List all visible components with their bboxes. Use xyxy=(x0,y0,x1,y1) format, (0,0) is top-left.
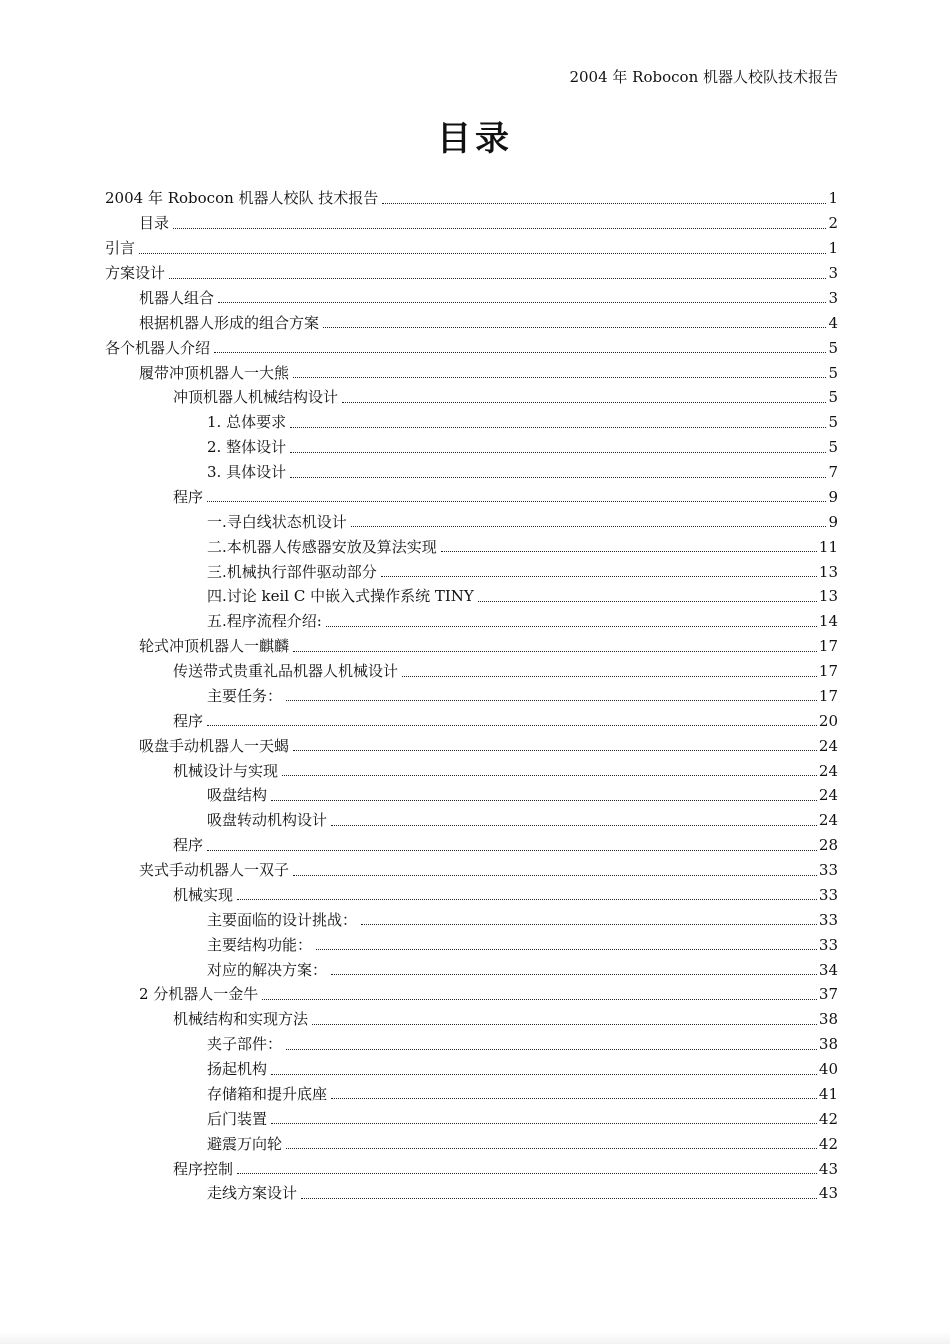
toc-dot-leader xyxy=(271,800,817,801)
toc-dot-leader xyxy=(139,253,826,254)
toc-entry[interactable] xyxy=(105,286,838,311)
toc-dot-leader xyxy=(293,377,826,378)
toc-dot-leader xyxy=(207,501,826,502)
toc-dot-leader xyxy=(326,626,817,627)
toc-entry-page-number: 5 xyxy=(828,388,838,407)
toc-entry[interactable] xyxy=(105,485,838,510)
toc-dot-leader xyxy=(207,850,817,851)
toc-dot-leader xyxy=(218,302,826,303)
toc-entry-page-number: 5 xyxy=(828,363,838,382)
toc-entry-title: 程序 xyxy=(173,487,204,506)
toc-entry[interactable] xyxy=(105,1131,838,1156)
toc-entry[interactable] xyxy=(105,1032,838,1057)
toc-entry[interactable] xyxy=(105,584,838,609)
toc-entry-title: 对应的解决方案： xyxy=(207,960,328,979)
toc-entry-title: 夹式手动机器人一双子 xyxy=(139,861,290,880)
toc-entry[interactable] xyxy=(105,186,838,211)
toc-entry-title: 机械实现 xyxy=(173,885,234,904)
toc-entry-page-number: 24 xyxy=(818,736,838,755)
toc-entry-page-number: 13 xyxy=(818,562,838,581)
toc-entry-title: 程序 xyxy=(173,836,204,855)
toc-dot-leader xyxy=(286,1148,817,1149)
toc-dot-leader xyxy=(342,402,826,403)
toc-dot-leader xyxy=(271,1123,817,1124)
toc-entry-title: 引言 xyxy=(105,239,136,258)
toc-dot-leader xyxy=(323,327,826,328)
toc-entry-title: 后门装置 xyxy=(207,1109,268,1128)
toc-entry-page-number: 5 xyxy=(828,413,838,432)
toc-entry-page-number: 42 xyxy=(818,1109,838,1128)
toc-dot-leader xyxy=(207,725,817,726)
toc-entry-title: 存储箱和提升底座 xyxy=(207,1084,328,1103)
toc-entry[interactable] xyxy=(105,1007,838,1032)
toc-entry-title: 方案设计 xyxy=(105,264,166,283)
toc-entry-page-number: 40 xyxy=(818,1060,838,1079)
toc-entry-page-number: 24 xyxy=(818,811,838,830)
toc-entry-title: 避震万向轮 xyxy=(207,1134,283,1153)
toc-entry-page-number: 1 xyxy=(828,189,838,208)
toc-dot-leader xyxy=(293,875,817,876)
toc-entry-page-number: 11 xyxy=(818,537,838,556)
toc-entry-title: 吸盘转动机构设计 xyxy=(207,811,328,830)
toc-dot-leader xyxy=(351,526,827,527)
toc-entry[interactable] xyxy=(105,1106,838,1131)
toc-entry-title: 传送带式贵重礼品机器人机械设计 xyxy=(173,662,399,681)
page-bottom-edge xyxy=(0,1332,950,1344)
toc-dot-leader xyxy=(262,999,817,1000)
toc-dot-leader xyxy=(312,1024,817,1025)
toc-entry[interactable] xyxy=(105,957,838,982)
toc-entry-title: 主要结构功能： xyxy=(207,935,313,954)
toc-entry-page-number: 13 xyxy=(818,587,838,606)
toc-entry-page-number: 3 xyxy=(828,264,838,283)
toc-dot-leader xyxy=(331,825,817,826)
toc-entry-page-number: 41 xyxy=(818,1084,838,1103)
toc-entry-title: 2004 年 Robocon 机器人校队 技术报告 xyxy=(105,189,379,208)
toc-entry[interactable] xyxy=(105,410,838,435)
toc-entry[interactable] xyxy=(105,534,838,559)
toc-entry[interactable] xyxy=(105,783,838,808)
toc-entry-title: 程序 xyxy=(173,711,204,730)
toc-dot-leader xyxy=(214,352,826,353)
toc-entry-title: 夹子部件： xyxy=(207,1035,283,1054)
toc-entry-title: 主要面临的设计挑战： xyxy=(207,910,358,929)
toc-entry-title: 主要任务： xyxy=(207,686,283,705)
toc-entry-page-number: 17 xyxy=(818,637,838,656)
toc-entry[interactable] xyxy=(105,1156,838,1181)
toc-entry-page-number: 43 xyxy=(818,1184,838,1203)
toc-entry[interactable] xyxy=(105,883,838,908)
table-of-contents xyxy=(105,186,838,1206)
toc-entry-page-number: 33 xyxy=(818,910,838,929)
toc-dot-leader xyxy=(381,576,817,577)
toc-dot-leader xyxy=(478,601,817,602)
toc-dot-leader xyxy=(382,203,826,204)
toc-entry-page-number: 5 xyxy=(828,338,838,357)
toc-entry-page-number: 9 xyxy=(828,487,838,506)
toc-entry[interactable] xyxy=(105,758,838,783)
toc-entry[interactable] xyxy=(105,609,838,634)
toc-entry[interactable] xyxy=(105,733,838,758)
toc-entry-title: 三.机械执行部件驱动部分 xyxy=(207,562,377,581)
toc-entry[interactable] xyxy=(105,833,838,858)
toc-entry[interactable] xyxy=(105,236,838,261)
toc-entry-title: 1. 总体要求 xyxy=(207,413,287,432)
toc-entry[interactable] xyxy=(105,634,838,659)
toc-entry-page-number: 14 xyxy=(818,612,838,631)
toc-entry-page-number: 38 xyxy=(818,1010,838,1029)
toc-dot-leader xyxy=(237,899,817,900)
toc-entry[interactable] xyxy=(105,509,838,534)
toc-entry-page-number: 43 xyxy=(818,1159,838,1178)
toc-dot-leader xyxy=(331,974,817,975)
toc-entry-title: 吸盘手动机器人一天蝎 xyxy=(139,736,290,755)
toc-dot-leader xyxy=(286,700,817,701)
toc-entry[interactable] xyxy=(105,684,838,709)
toc-entry-page-number: 3 xyxy=(828,288,838,307)
toc-entry-title: 扬起机构 xyxy=(207,1060,268,1079)
toc-entry[interactable] xyxy=(105,460,838,485)
toc-entry-title: 机器人组合 xyxy=(139,288,215,307)
toc-entry-title: 程序控制 xyxy=(173,1159,234,1178)
toc-entry-page-number: 7 xyxy=(828,463,838,482)
toc-entry[interactable] xyxy=(105,360,838,385)
toc-entry-title: 根据机器人形成的组合方案 xyxy=(139,313,320,332)
toc-entry-title: 四.讨论 keil C 中嵌入式操作系统 TINY xyxy=(207,587,474,606)
toc-entry-page-number: 17 xyxy=(818,686,838,705)
toc-entry[interactable] xyxy=(105,559,838,584)
toc-entry-title: 2. 整体设计 xyxy=(207,438,287,457)
toc-dot-leader xyxy=(290,427,826,428)
toc-entry-title: 冲顶机器人机械结构设计 xyxy=(173,388,339,407)
toc-entry-title: 吸盘结构 xyxy=(207,786,268,805)
toc-entry-page-number: 38 xyxy=(818,1035,838,1054)
toc-entry-page-number: 2 xyxy=(828,214,838,233)
toc-entry-title: 轮式冲顶机器人一麒麟 xyxy=(139,637,290,656)
toc-entry-page-number: 37 xyxy=(818,985,838,1004)
toc-dot-leader xyxy=(169,278,826,279)
toc-entry-page-number: 20 xyxy=(818,711,838,730)
toc-dot-leader xyxy=(361,924,817,925)
toc-dot-leader xyxy=(441,551,817,552)
toc-entry-title: 五.程序流程介绍: xyxy=(207,612,322,631)
toc-dot-leader xyxy=(282,775,817,776)
toc-entry-page-number: 33 xyxy=(818,885,838,904)
toc-entry-page-number: 24 xyxy=(818,761,838,780)
toc-entry-page-number: 28 xyxy=(818,836,838,855)
toc-entry[interactable] xyxy=(105,261,838,286)
toc-entry-title: 机械结构和实现方法 xyxy=(173,1010,309,1029)
toc-entry-title: 各个机器人介绍 xyxy=(105,338,211,357)
toc-dot-leader xyxy=(173,228,826,229)
toc-entry[interactable] xyxy=(105,659,838,684)
toc-entry-page-number: 5 xyxy=(828,438,838,457)
toc-entry[interactable] xyxy=(105,932,838,957)
toc-entry-page-number: 33 xyxy=(818,935,838,954)
toc-entry-title: 2 分机器人一金牛 xyxy=(139,985,259,1004)
toc-entry-title: 机械设计与实现 xyxy=(173,761,279,780)
toc-entry-page-number: 9 xyxy=(828,512,838,531)
toc-entry[interactable] xyxy=(105,211,838,236)
toc-entry[interactable] xyxy=(105,858,838,883)
toc-entry-title: 3. 具体设计 xyxy=(207,463,287,482)
toc-dot-leader xyxy=(237,1173,817,1174)
toc-entry[interactable] xyxy=(105,808,838,833)
toc-dot-leader xyxy=(293,750,817,751)
toc-entry-page-number: 1 xyxy=(828,239,838,258)
toc-dot-leader xyxy=(290,477,826,478)
toc-entry[interactable] xyxy=(105,385,838,410)
toc-entry-page-number: 4 xyxy=(828,313,838,332)
toc-entry[interactable] xyxy=(105,907,838,932)
toc-dot-leader xyxy=(331,1098,817,1099)
toc-dot-leader xyxy=(316,949,817,950)
toc-entry-title: 一.寻白线状态机设计 xyxy=(207,512,347,531)
toc-dot-leader xyxy=(290,452,826,453)
toc-dot-leader xyxy=(293,651,817,652)
toc-entry-page-number: 42 xyxy=(818,1134,838,1153)
page-header: 2004 年 Robocon 机器人校队技术报告 xyxy=(569,68,838,86)
toc-dot-leader xyxy=(271,1074,817,1075)
toc-dot-leader xyxy=(402,676,817,677)
toc-dot-leader xyxy=(301,1198,817,1199)
toc-entry[interactable] xyxy=(105,310,838,335)
toc-entry-page-number: 34 xyxy=(818,960,838,979)
toc-entry-title: 目录 xyxy=(139,214,170,233)
toc-entry[interactable] xyxy=(105,335,838,360)
toc-entry-page-number: 33 xyxy=(818,861,838,880)
toc-entry-title: 履带冲顶机器人一大熊 xyxy=(139,363,290,382)
toc-entry[interactable] xyxy=(105,708,838,733)
page-title: 目录 xyxy=(437,119,513,159)
toc-entry-title: 走线方案设计 xyxy=(207,1184,298,1203)
toc-entry[interactable] xyxy=(105,1057,838,1082)
toc-entry[interactable] xyxy=(105,1082,838,1107)
toc-entry[interactable] xyxy=(105,435,838,460)
toc-entry[interactable] xyxy=(105,982,838,1007)
toc-entry[interactable] xyxy=(105,1181,838,1206)
toc-entry-page-number: 24 xyxy=(818,786,838,805)
toc-dot-leader xyxy=(286,1049,817,1050)
toc-entry-page-number: 17 xyxy=(818,662,838,681)
toc-entry-title: 二.本机器人传感器安放及算法实现 xyxy=(207,537,437,556)
